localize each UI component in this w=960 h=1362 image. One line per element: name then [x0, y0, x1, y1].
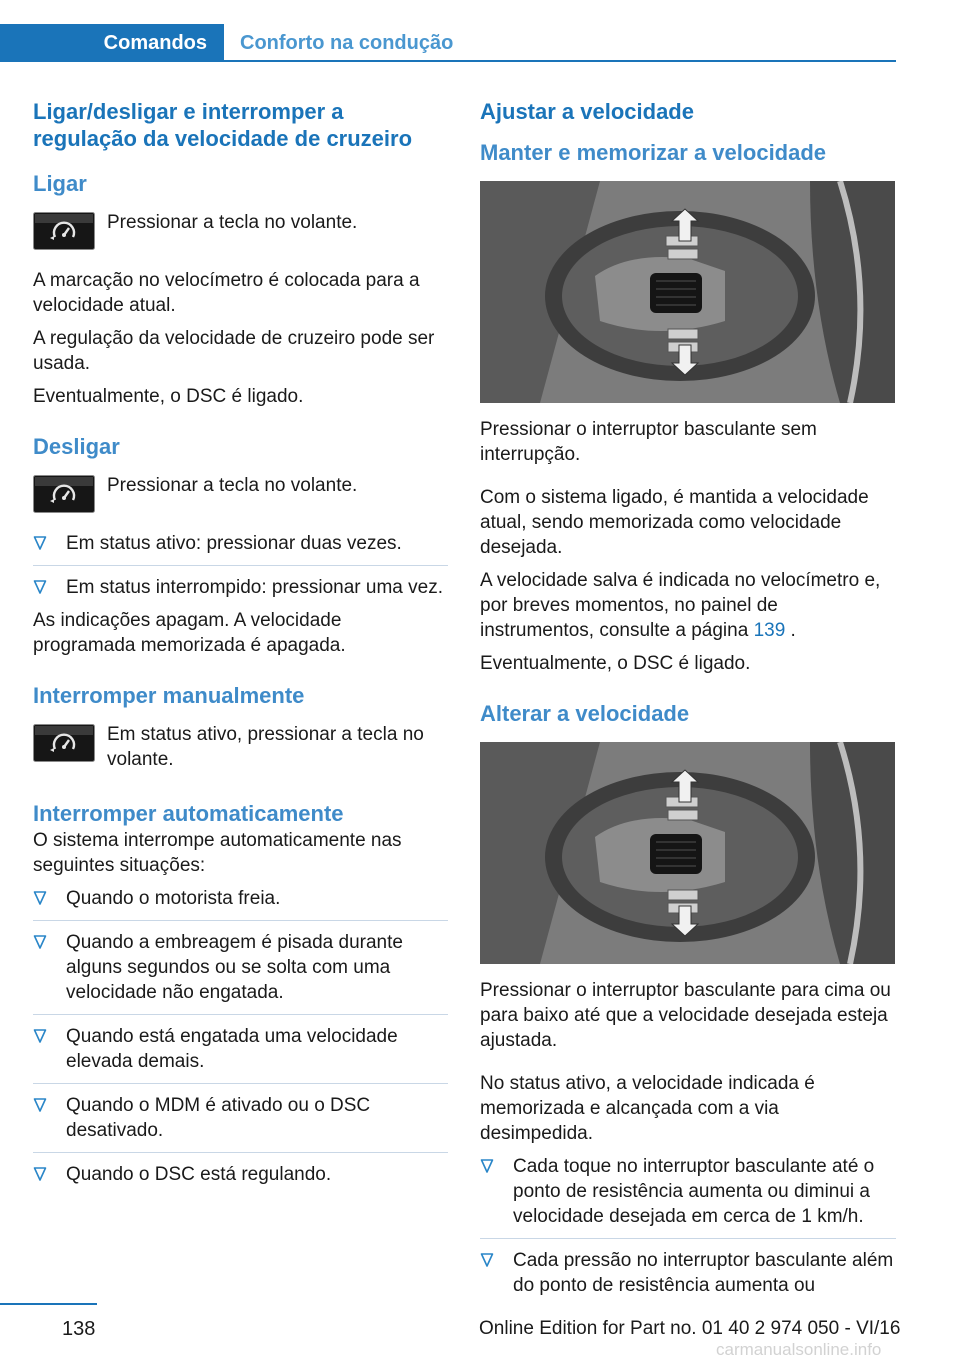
heading-alterar: Alterar a velocidade: [480, 701, 690, 726]
cruise-control-key-icon: [33, 724, 95, 762]
page-link-139[interactable]: 139: [753, 620, 786, 641]
heading-interromper-manualmente: Interromper manualmente: [33, 683, 305, 708]
desligar-list: [33, 531, 448, 600]
alterar-paragraph-2: No status ativo, a velocidade indicada é memorizada e alcançada com a via desimpedida.: [480, 1073, 815, 1144]
list-item: Quando está engatada uma velocidade elevada demais.: [33, 1024, 448, 1084]
section-title-ligar-desligar: Ligar/desligar e interromper a regulação da velocidade de cruzeiro: [33, 99, 413, 151]
page-header: [0, 24, 896, 62]
section-title-ajustar: Ajustar a velocidade: [480, 99, 694, 124]
triangle-bullet-icon: [33, 1028, 47, 1044]
triangle-bullet-icon: [33, 890, 47, 906]
manter-paragraph-1: Pressionar o interruptor basculante sem interrupção.: [480, 419, 817, 465]
tab-conforto-na-conducao[interactable]: Conforto na condução: [240, 32, 454, 54]
list-item: Quando a embreagem é pisada durante alguns segundos ou se solta com uma velocidade não engatada.: [33, 930, 448, 1015]
steering-wheel-rocker-photo-2: [480, 742, 895, 964]
list-item: Quando o DSC está regulando.: [33, 1162, 448, 1187]
desligar-instruction: Pressionar a tecla no volante.: [107, 475, 358, 496]
header-rule: [224, 60, 896, 62]
alterar-paragraph-1: Pressionar o interruptor basculante para cima ou para baixo até que a velocidade desejada esteja ajustada.: [480, 980, 891, 1051]
watermark: carmanualsonline.info: [716, 1340, 882, 1359]
list-item: Cada toque no interruptor basculante até o ponto de resistência aumenta ou diminui a velocidade desejada em cerca de 1 km/h.: [480, 1154, 896, 1239]
icon-row-ligar: [33, 210, 448, 250]
auto-intro: O sistema interrompe automaticamente nas seguintes situações:: [33, 830, 402, 876]
heading-manter-memorizar: Manter e memorizar a velocidade: [480, 140, 827, 165]
manual-instruction: Em status ativo, pressionar a tecla no volante.: [107, 724, 424, 770]
cruise-control-key-icon: [33, 212, 95, 250]
ligar-paragraph-2: A regulação da velocidade de cruzeiro pode ser usada.: [33, 328, 435, 374]
triangle-bullet-icon: [33, 1166, 47, 1182]
manter-paragraph-2: Com o sistema ligado, é mantida a velocidade atual, sendo memorizada como velocidade desejada.: [480, 487, 869, 558]
steering-wheel-rocker-photo: [480, 181, 895, 403]
manter-paragraph-3: A velocidade salva é indicada no velocímetro e, por breves momentos, no painel de instrumentos, consulte a página 139 .: [480, 570, 881, 641]
triangle-bullet-icon: [33, 535, 47, 551]
desligar-after: As indicações apagam. A velocidade programada memorizada é apagada.: [33, 610, 346, 656]
triangle-bullet-icon: [33, 934, 47, 950]
right-column: [480, 98, 896, 1306]
list-item: Quando o MDM é ativado ou o DSC desativado.: [33, 1093, 448, 1153]
ligar-paragraph-1: A marcação no velocímetro é colocada para a velocidade atual.: [33, 270, 420, 316]
heading-interromper-automaticamente: Interromper automaticamente: [33, 801, 344, 826]
auto-list: [33, 886, 448, 1187]
ligar-instruction: Pressionar a tecla no volante.: [107, 212, 358, 233]
page-number: 138: [62, 1318, 96, 1340]
cruise-control-key-icon: [33, 475, 95, 513]
list-item: Em status ativo: pressionar duas vezes.: [33, 531, 448, 566]
triangle-bullet-icon: [480, 1252, 494, 1268]
tab-comandos[interactable]: Comandos: [0, 24, 224, 62]
triangle-bullet-icon: [33, 579, 47, 595]
left-column: [33, 98, 448, 1195]
triangle-bullet-icon: [33, 1097, 47, 1113]
edition-note: Online Edition for Part no. 01 40 2 974 050 - VI/16: [479, 1318, 901, 1339]
footer-rule: [0, 1303, 97, 1305]
heading-ligar: Ligar: [33, 171, 87, 196]
list-item: Quando o motorista freia.: [33, 886, 448, 921]
list-item: Em status interrompido: pressionar uma vez.: [33, 575, 448, 600]
alterar-list: [480, 1154, 896, 1298]
ligar-paragraph-3: Eventualmente, o DSC é ligado.: [33, 386, 304, 407]
list-item: Cada pressão no interruptor basculante além do ponto de resistência aumenta ou: [480, 1248, 896, 1298]
manter-paragraph-4: Eventualmente, o DSC é ligado.: [480, 653, 751, 674]
heading-desligar: Desligar: [33, 434, 120, 459]
triangle-bullet-icon: [480, 1158, 494, 1174]
icon-row-desligar: [33, 473, 448, 513]
icon-row-manual: [33, 722, 448, 772]
